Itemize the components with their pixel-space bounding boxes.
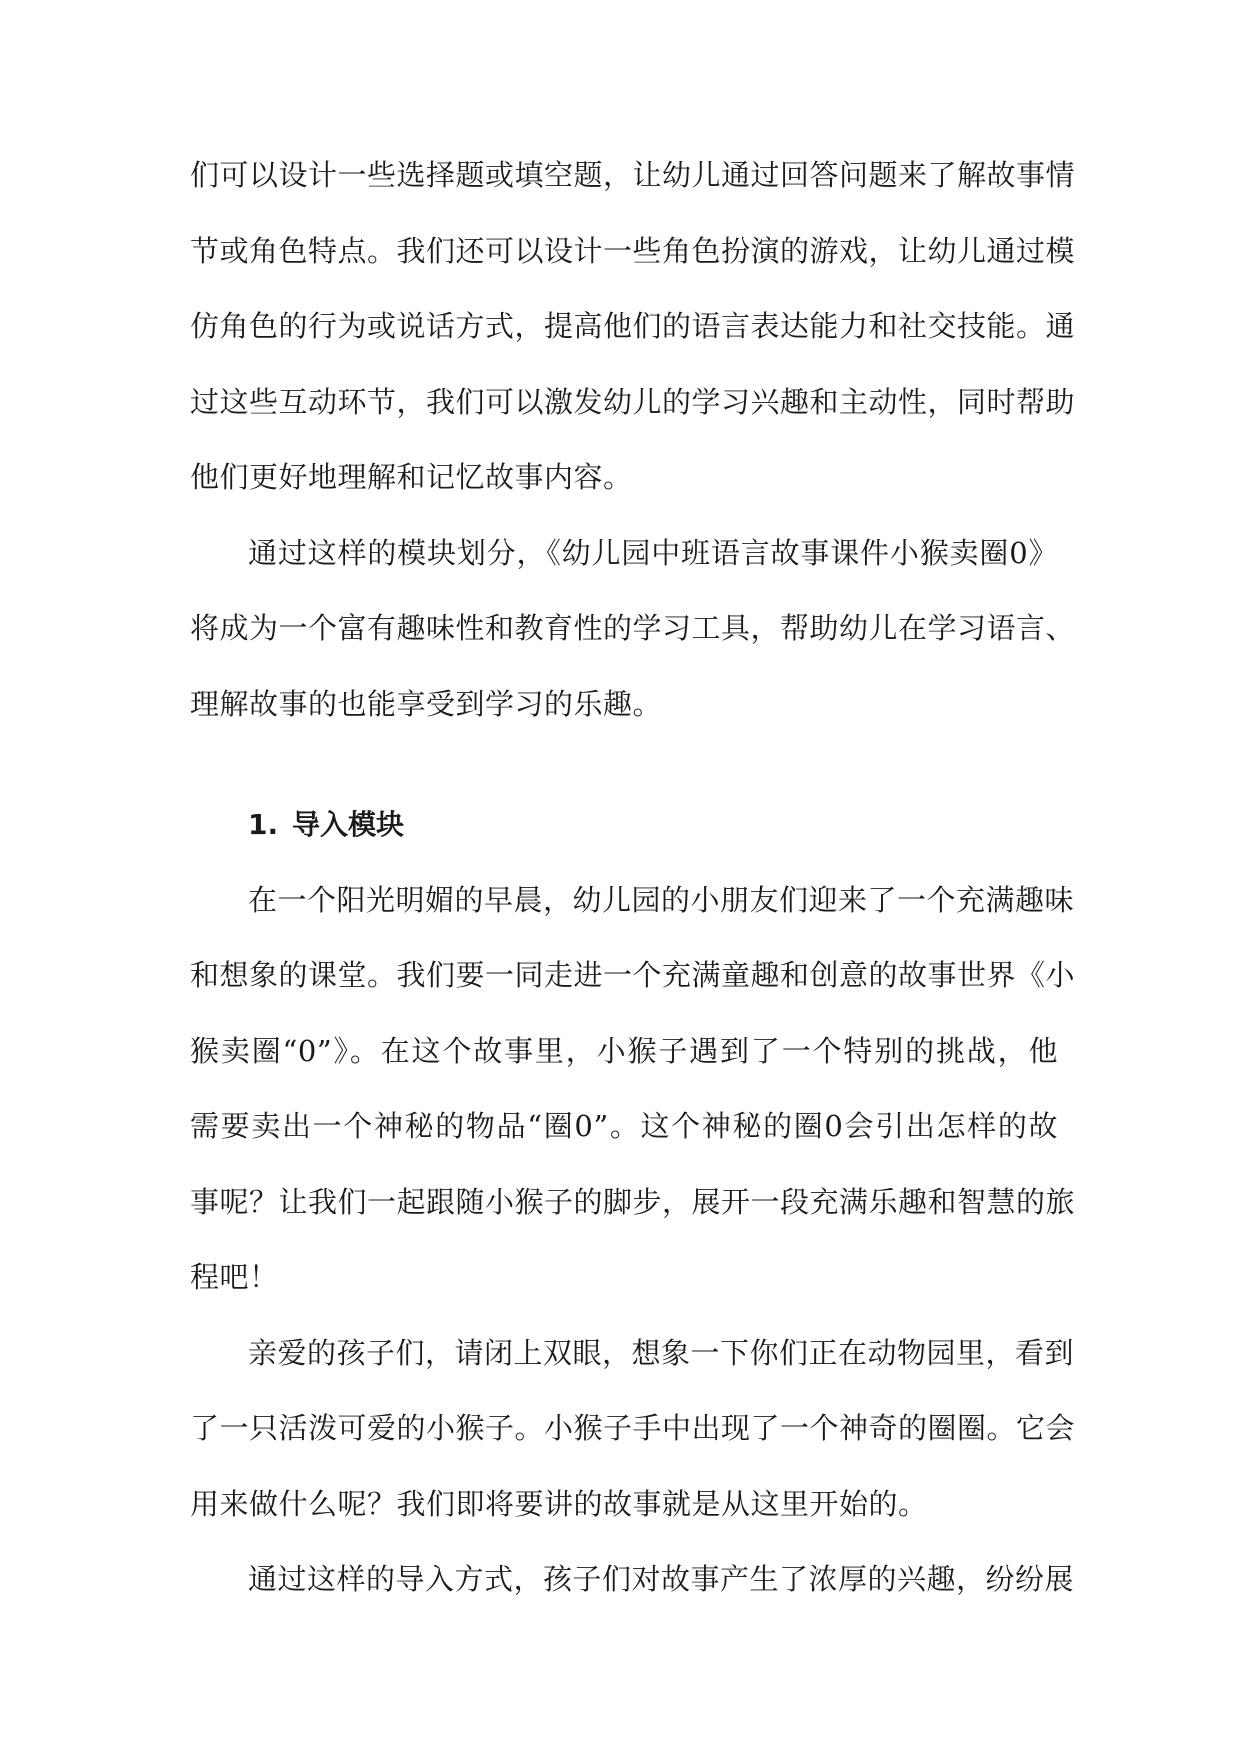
text-line: 们可以设计一些选择题或填空题，让幼儿通过回答问题来了解故事情: [190, 158, 1076, 192]
section-gap: [190, 742, 1058, 787]
text-line: 程吧！: [190, 1260, 279, 1294]
paragraph-intro-effect: [190, 1542, 1075, 1618]
text-line: 通过这样的导入方式，孩子们对故事产生了浓厚的兴趣，纷纷展: [248, 1562, 1075, 1596]
text-line: 通过这样的模块划分，《幼儿园中班语言故事课件小猴卖圈0》: [248, 535, 1058, 570]
text-line: 节或角色特点。我们还可以设计一些角色扮演的游戏，让幼儿通过模: [190, 233, 1076, 268]
text-line: 了一只活泼可爱的小猴子。小猴子手中出现了一个神奇的圈圈。它会: [190, 1411, 1076, 1445]
text-line: 过这些互动环节，我们可以激发幼儿的学习兴趣和主动性，同时帮助: [190, 384, 1076, 419]
paragraph-interaction-design: [190, 138, 1076, 516]
text-line: 在一个阳光明媚的早晨，幼儿园的小朋友们迎来了一个充满趣味: [248, 882, 1075, 917]
text-line: 事呢？让我们一起跟随小猴子的脚步，展开一段充满乐趣和智慧的旅: [190, 1184, 1076, 1219]
paragraph-imagine: [190, 1316, 1076, 1543]
section-heading: [190, 787, 1058, 863]
text-line: 仿角色的行为或说话方式，提高他们的语言表达能力和社交技能。通: [190, 309, 1076, 343]
text-line: 需要卖出一个神秘的物品“圈0”。这个神秘的圈0会引出怎样的故: [190, 1109, 1058, 1143]
text-line: 和想象的课堂。我们要一同走进一个充满童趣和创意的故事世界《小: [190, 958, 1076, 992]
section-number: 1.: [248, 808, 279, 841]
text-line: 将成为一个富有趣味性和教育性的学习工具，帮助幼儿在学习语言、: [190, 611, 1076, 645]
section-title: 导入模块: [292, 808, 405, 841]
text-line: 理解故事的也能享受到学习的乐趣。: [190, 686, 663, 721]
text-line: 他们更好地理解和记忆故事内容。: [190, 460, 633, 494]
document-page: [190, 138, 1076, 1618]
text-line: 猴卖圈“0”》。在这个故事里，小猴子遇到了一个特别的挑战，他: [190, 1033, 1058, 1068]
paragraph-module-summary: [190, 516, 1076, 743]
paragraph-intro-story: [190, 863, 1076, 1316]
text-line: 用来做什么呢？我们即将要讲的故事就是从这里开始的。: [190, 1486, 928, 1521]
text-line: 亲爱的孩子们，请闭上双眼，想象一下你们正在动物园里，看到: [248, 1335, 1075, 1370]
